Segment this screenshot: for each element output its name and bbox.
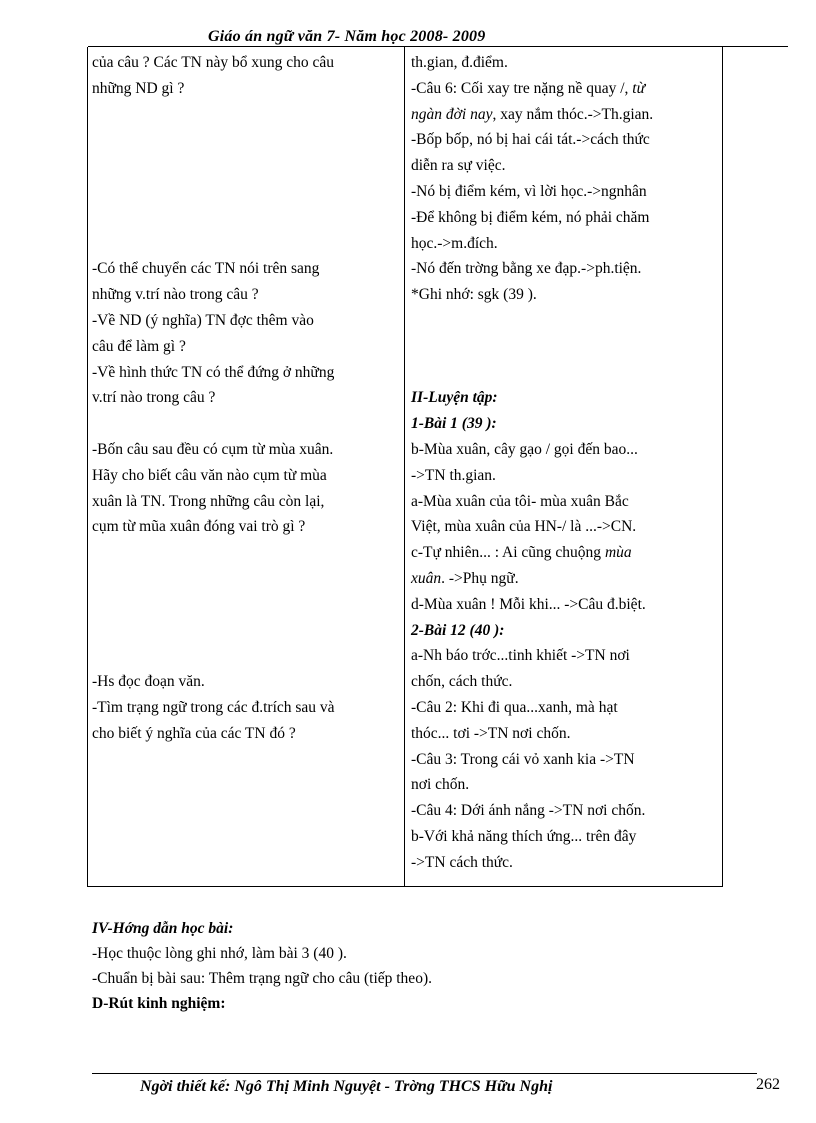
right-line: [411, 592, 717, 618]
heading-text: II-Luyện tập:: [411, 389, 498, 407]
left-line: câu để làm gì ?: [92, 337, 186, 355]
italic-text: mùa: [604, 544, 632, 562]
right-gap: [411, 334, 717, 360]
italic-text: xuân: [411, 569, 442, 587]
section-iv-line: -Học thuộc lòng ghi nhớ, làm bài 3 (40 ).: [92, 945, 347, 962]
left-line: của câu ? Các TN này bổ xung cho câu: [92, 54, 335, 71]
plain-text: -Để không bị điểm kém, nó phải chăm: [411, 208, 650, 226]
right-line: [411, 824, 717, 850]
italic-text: từ: [632, 79, 646, 97]
left-gap: [92, 592, 397, 618]
right-line: [411, 721, 717, 747]
plain-text: diễn ra sự việc.: [411, 157, 506, 175]
right-line: [411, 566, 717, 592]
plain-text: d-Mùa xuân ! Mỗi khi... ->Câu đ.biệt.: [411, 595, 646, 613]
plain-text: học.->m.đích.: [411, 234, 498, 252]
left-line: -Bốn câu sau đều có cụm từ mùa xuân.: [92, 440, 334, 458]
plain-text: a-Mùa xuân của tôi- mùa xuân Bắc: [411, 492, 629, 510]
right-line: [411, 643, 717, 669]
right-line: [411, 385, 717, 411]
left-gap: [92, 127, 397, 153]
italic-text: ngàn đời nay: [411, 105, 493, 123]
plain-text: ->TN cách thức.: [411, 853, 513, 871]
plain-text: -Nó đến trờng bằng xe đạp.->ph.tiện.: [411, 260, 642, 278]
section-d-title: D-Rút kinh nghiệm:: [92, 995, 226, 1012]
right-column: [411, 50, 717, 876]
right-line: [411, 179, 717, 205]
section-iv-line: -Chuẩn bị bài sau: Thêm trạng ngữ cho câu (tiếp theo).: [92, 970, 432, 987]
left-line: -Hs đọc đoạn văn.: [92, 673, 205, 691]
left-gap: [92, 643, 397, 669]
plain-text: , xay nắm thóc.->Th.gian.: [492, 105, 654, 123]
left-line: -Có thể chuyển các TN nói trên sang: [92, 260, 320, 278]
left-line: -Về hình thức TN có thể đứng ở những: [92, 363, 335, 381]
page-number: 262: [756, 1076, 780, 1093]
right-line: [411, 463, 717, 489]
left-gap: [92, 102, 397, 128]
left-gap: [92, 566, 397, 592]
left-line: những v.trí nào trong câu ?: [92, 286, 259, 304]
section-iv: [92, 916, 712, 1016]
right-line: [411, 411, 717, 437]
column-divider: [404, 47, 405, 887]
plain-text: ->TN th.gian.: [411, 466, 496, 484]
footer-rule: [92, 1073, 757, 1074]
plain-text: nơi chốn.: [411, 776, 470, 794]
left-gap: [92, 205, 397, 231]
left-gap: [92, 179, 397, 205]
plain-text: -Bốp bốp, nó bị hai cái tát.->cách thức: [411, 131, 650, 149]
plain-text: -Câu 2: Khi đi qua...xanh, mà hạt: [411, 698, 618, 716]
left-line: những ND gì ?: [92, 79, 185, 97]
right-gap: [411, 360, 717, 386]
plain-text: b-Mùa xuân, cây gạo / gọi đến bao...: [411, 440, 638, 458]
right-line: [411, 514, 717, 540]
page-header: Giáo án ngữ văn 7- Năm học 2008- 2009: [208, 28, 486, 45]
left-line: -Tìm trạng ngữ trong các đ.trích sau và: [92, 698, 335, 716]
right-line: [411, 102, 717, 128]
left-gap: [92, 618, 397, 644]
left-gap: [92, 231, 397, 257]
left-column: [92, 50, 397, 747]
plain-text: b-Với khả năng thích ứng... trên đây: [411, 827, 637, 845]
section-iv-title: IV-Hớng dẫn học bài:: [92, 920, 234, 937]
right-line: [411, 282, 717, 308]
plain-text: chốn, cách thức.: [411, 673, 513, 691]
page-footer: Ngời thiết kế: Ngô Thị Minh Nguyệt - Trờng THCS Hữu Nghị: [140, 1078, 553, 1095]
right-line: [411, 695, 717, 721]
right-line: [411, 618, 717, 644]
right-line: [411, 231, 717, 257]
left-line: -Về ND (ý nghĩa) TN đợc thêm vào: [92, 311, 314, 329]
right-line: [411, 772, 717, 798]
right-gap: [411, 308, 717, 334]
right-line: [411, 437, 717, 463]
left-line: cho biết ý nghĩa của các TN đó ?: [92, 724, 296, 742]
plain-text: a-Nh báo trớc...tinh khiết ->TN nơi: [411, 647, 630, 665]
right-line: [411, 76, 717, 102]
left-gap: [92, 411, 397, 437]
plain-text: *Ghi nhớ: sgk (39 ).: [411, 286, 537, 304]
plain-text: c-Tự nhiên... : Ai cũng chuộng: [411, 544, 605, 562]
right-line: [411, 256, 717, 282]
right-line: [411, 127, 717, 153]
left-line: Hãy cho biết câu văn nào cụm từ mùa: [92, 466, 327, 484]
right-line: [411, 153, 717, 179]
heading-text: 2-Bài 12 (40 ):: [411, 621, 505, 639]
left-gap: [92, 540, 397, 566]
plain-text: -Nó bị điểm kém, vì lời học.->ngnhân: [411, 182, 647, 200]
right-line: [411, 540, 717, 566]
left-line: v.trí nào trong câu ?: [92, 389, 216, 407]
left-line: xuân là TN. Trong những câu còn lại,: [92, 492, 325, 510]
right-line: [411, 205, 717, 231]
left-line: cụm từ mũa xuân đóng vai trò gì ?: [92, 518, 306, 536]
plain-text: . ->Phụ ngữ.: [441, 569, 519, 587]
plain-text: -Câu 6: Cối xay tre nặng nề quay /,: [411, 79, 633, 97]
right-line: [411, 50, 717, 76]
right-line: [411, 850, 717, 876]
left-gap: [92, 153, 397, 179]
plain-text: thóc... tơi ->TN nơi chốn.: [411, 724, 571, 742]
plain-text: Việt, mùa xuân của HN-/ là ...->CN.: [411, 518, 637, 536]
plain-text: -Câu 4: Dới ánh nắng ->TN nơi chốn.: [411, 802, 646, 820]
plain-text: th.gian, đ.điểm.: [411, 54, 508, 71]
right-line: [411, 747, 717, 773]
right-line: [411, 798, 717, 824]
right-line: [411, 669, 717, 695]
plain-text: -Câu 3: Trong cái vỏ xanh kia ->TN: [411, 750, 635, 768]
right-line: [411, 489, 717, 515]
heading-text: 1-Bài 1 (39 ):: [411, 415, 497, 433]
